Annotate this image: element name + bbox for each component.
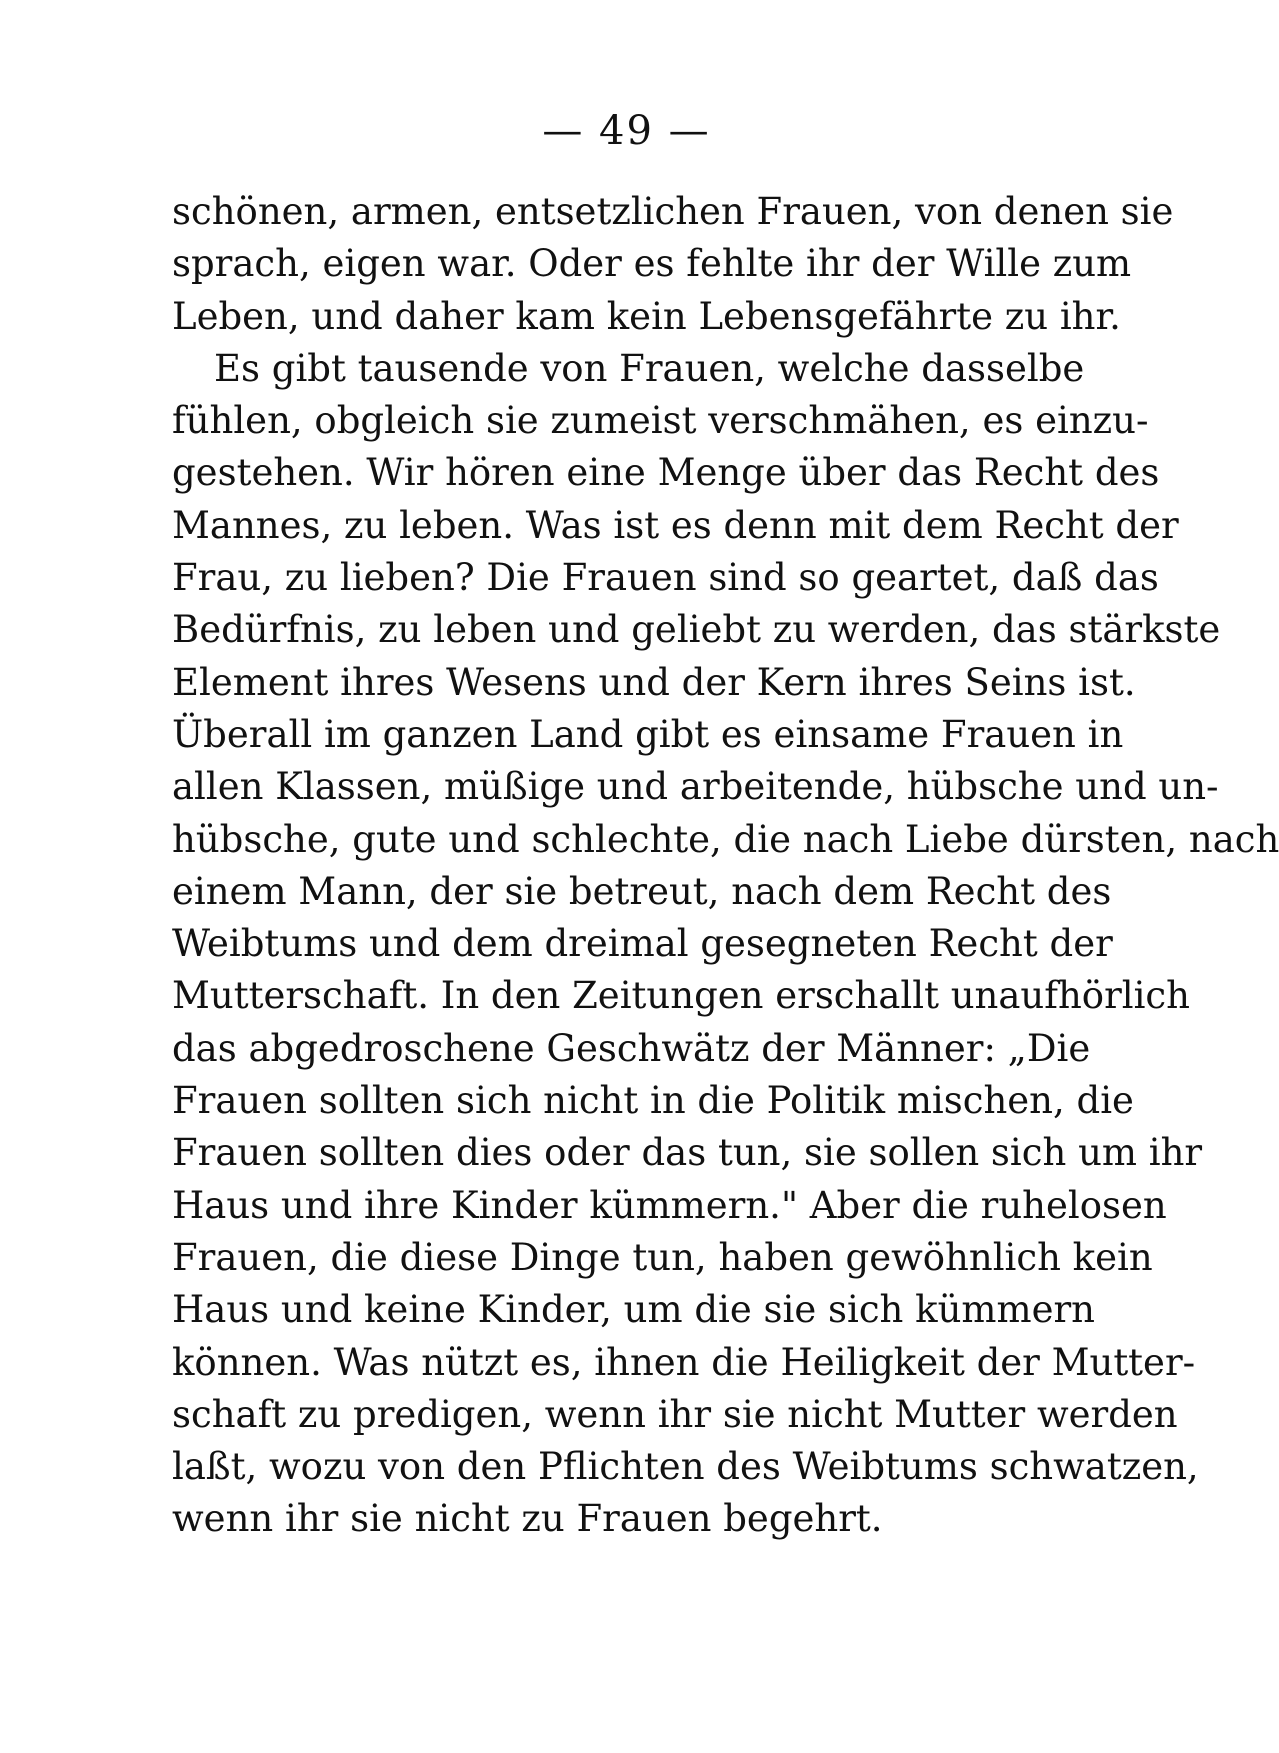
text-line: einem Mann, der sie betreut, nach dem Recht des (172, 869, 1112, 913)
text-line: Haus und keine Kinder, um die sie sich kümmern (172, 1288, 1095, 1332)
text-line: allen Klassen, müßige und arbeitende, hübsche und un- (172, 765, 1219, 809)
text-line: Bedürfnis, zu leben und geliebt zu werden, das stärkste (172, 608, 1221, 652)
text-line: gestehen. Wir hören eine Menge über das Recht des (172, 451, 1160, 495)
text-line: fühlen, obgleich sie zumeist verschmähen, es einzu- (172, 399, 1149, 443)
text-line: Es gibt tausende von Frauen, welche dasselbe (214, 346, 1085, 390)
text-line: Frau, zu lieben? Die Frauen sind so geartet, daß das (172, 556, 1159, 600)
text-line: wenn ihr sie nicht zu Frauen begehrt. (172, 1497, 883, 1541)
text-line: schönen, armen, entsetzlichen Frauen, von denen sie (172, 190, 1174, 233)
text-line: schaft zu predigen, wenn ihr sie nicht Mutter werden (172, 1392, 1178, 1436)
text-line: Frauen, die diese Dinge tun, haben gewöhnlich kein (172, 1235, 1153, 1279)
text-line: hübsche, gute und schlechte, die nach Liebe dürsten, nach (172, 817, 1279, 861)
text-line: laßt, wozu von den Pflichten des Weibtums schwatzen, (172, 1445, 1199, 1489)
text-line: Frauen sollten sich nicht in die Politik mischen, die (172, 1079, 1134, 1123)
text-line: Mutterschaft. In den Zeitungen erschallt unaufhörlich (172, 974, 1190, 1018)
text-line: sprach, eigen war. Oder es fehlte ihr der Wille zum (172, 242, 1132, 286)
text-line: Weibtums und dem dreimal gesegneten Recht der (172, 922, 1113, 966)
page-number: — 49 — (542, 108, 711, 154)
text-line: Haus und ihre Kinder kümmern." Aber die ruhelosen (172, 1183, 1167, 1227)
text-line: Frauen sollten dies oder das tun, sie sollen sich um ihr (172, 1131, 1203, 1175)
text-line: Überall im ganzen Land gibt es einsame Frauen in (172, 712, 1124, 756)
text-line: Mannes, zu leben. Was ist es denn mit dem Recht der (172, 503, 1179, 547)
text-line: Element ihres Wesens und der Kern ihres Seins ist. (172, 660, 1136, 704)
text-line: Leben, und daher kam kein Lebensgefährte zu ihr. (172, 294, 1121, 338)
text-line: können. Was nützt es, ihnen die Heiligkeit der Mutter- (172, 1340, 1196, 1384)
text-line: das abgedroschene Geschwätz der Männer: „Die (172, 1026, 1091, 1070)
body-text (172, 186, 1279, 1546)
